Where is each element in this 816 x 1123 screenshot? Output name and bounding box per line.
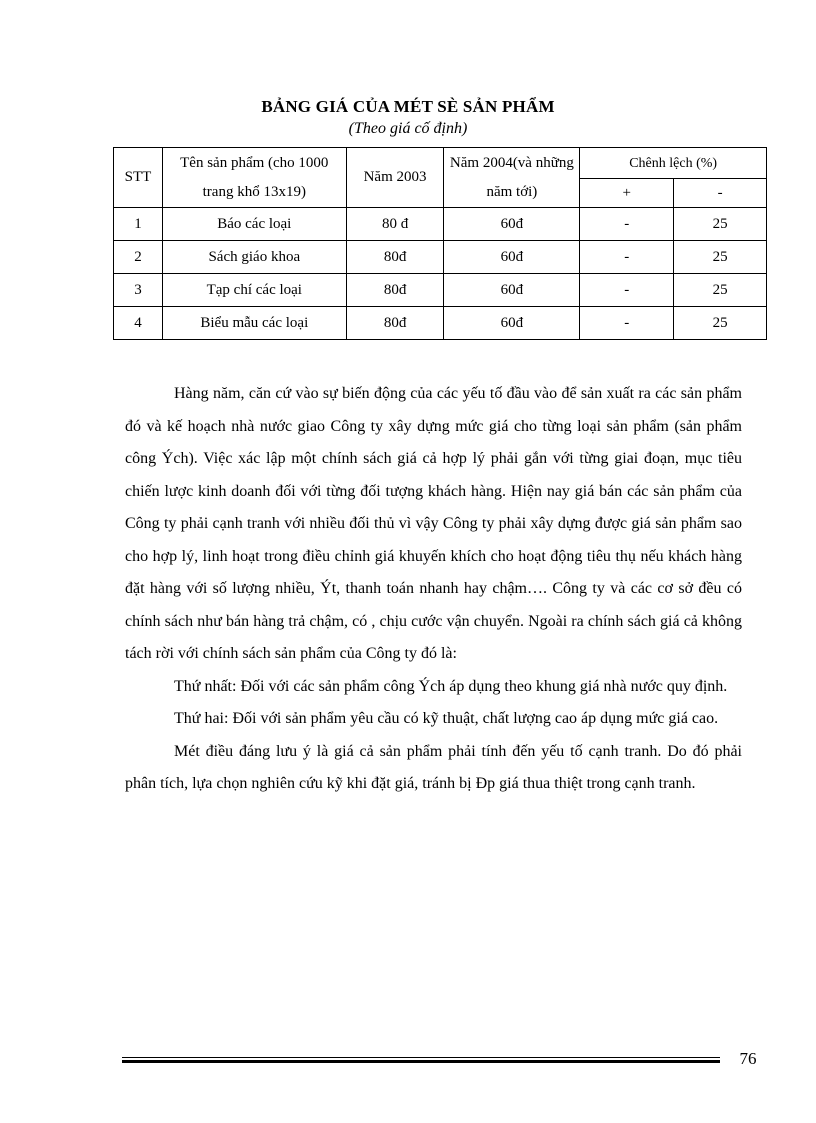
- cell-plus: -: [580, 274, 674, 307]
- paragraph: Mét điều đáng lưu ý là giá cả sản phẩm phải tính đến yếu tố cạnh tranh. Do đó phải phân tích, lựa chọn nghiên cứu kỹ khi đặt giá, tránh bị Ðp giá thua thiệt trong cạnh tranh.: [125, 742, 742, 792]
- cell-year-2004: 60đ: [444, 241, 580, 274]
- cell-stt: 4: [114, 307, 163, 340]
- footer-divider: [122, 1057, 720, 1063]
- cell-minus: 25: [674, 208, 767, 241]
- table-row: [114, 307, 767, 340]
- cell-stt: 2: [114, 241, 163, 274]
- cell-year-2003: 80đ: [346, 307, 444, 340]
- cell-product: Sách giáo khoa: [162, 241, 346, 274]
- cell-year-2003: 80 đ: [346, 208, 444, 241]
- price-table: [113, 147, 767, 340]
- page-number: 76: [739, 1049, 757, 1068]
- table-row: [114, 274, 767, 307]
- header-difference: Chênh lệch (%): [580, 148, 767, 179]
- table-row: [114, 241, 767, 274]
- table-header-row: [114, 148, 767, 179]
- cell-product: Biểu mẫu các loại: [162, 307, 346, 340]
- header-year-2004: Năm 2004(và những năm tới): [444, 148, 580, 208]
- table-title: BẢNG GIÁ CỦA MÉT SÈ SẢN PHẨM: [261, 97, 555, 116]
- cell-year-2004: 60đ: [444, 307, 580, 340]
- cell-minus: 25: [674, 274, 767, 307]
- cell-year-2003: 80đ: [346, 274, 444, 307]
- cell-plus: -: [580, 307, 674, 340]
- cell-plus: -: [580, 208, 674, 241]
- footer-line-thick: [122, 1060, 720, 1063]
- footer-line-thin: [122, 1057, 720, 1058]
- cell-minus: 25: [674, 241, 767, 274]
- header-plus: +: [580, 179, 674, 208]
- cell-plus: -: [580, 241, 674, 274]
- table-row: [114, 208, 767, 241]
- cell-product: Báo các loại: [162, 208, 346, 241]
- header-year-2003: Năm 2003: [346, 148, 444, 208]
- cell-stt: 3: [114, 274, 163, 307]
- body-text: [125, 378, 742, 801]
- paragraph: Thứ hai: Đối với sản phẩm yêu cầu có kỹ thuật, chất lượng cao áp dụng mức giá cao.: [174, 710, 719, 727]
- table-subtitle: (Theo giá cố định): [348, 120, 468, 137]
- paragraph: Hàng năm, căn cứ vào sự biến động của các yếu tố đầu vào để sản xuất ra các sản phẩm đó và kế hoạch nhà nước giao Công ty xây dựng mức giá cho từng loại sản phẩm (sản phẩm công Ých). Việc xác lập một chính sách giá cả hợp lý phải gắn với từng giai đoạn, mục tiêu chiến lược kinh doanh đối với từng đối tượng khách hàng. Hiện nay giá bán các sản phẩm của Công ty phải cạnh tranh với nhiều đối thủ vì vậy Công ty phải xây dựng được giá sản phẩm sao cho hợp lý, linh hoạt trong điều chỉnh giá khuyến khích cho hoạt động tiêu thụ nếu khách hàng đặt hàng với số lượng nhiều, Ýt, thanh toán nhanh hay chậm…. Công ty và các cơ sở đều có chính sách như bán hàng trả chậm, có , chịu cước vận chuyển. Ngoài ra chính sách giá cả không tách rời với chính sách sản phẩm của Công ty đó là:: [125, 385, 742, 662]
- paragraph: Thứ nhất: Đối với các sản phẩm công Ých áp dụng theo khung giá nhà nước quy định.: [174, 677, 728, 695]
- cell-year-2003: 80đ: [346, 241, 444, 274]
- cell-minus: 25: [674, 307, 767, 340]
- cell-year-2004: 60đ: [444, 274, 580, 307]
- header-minus: -: [674, 179, 767, 208]
- cell-year-2004: 60đ: [444, 208, 580, 241]
- header-product: Tên sản phẩm (cho 1000 trang khổ 13x19): [162, 148, 346, 208]
- header-stt: STT: [114, 148, 163, 208]
- cell-product: Tạp chí các loại: [162, 274, 346, 307]
- cell-stt: 1: [114, 208, 163, 241]
